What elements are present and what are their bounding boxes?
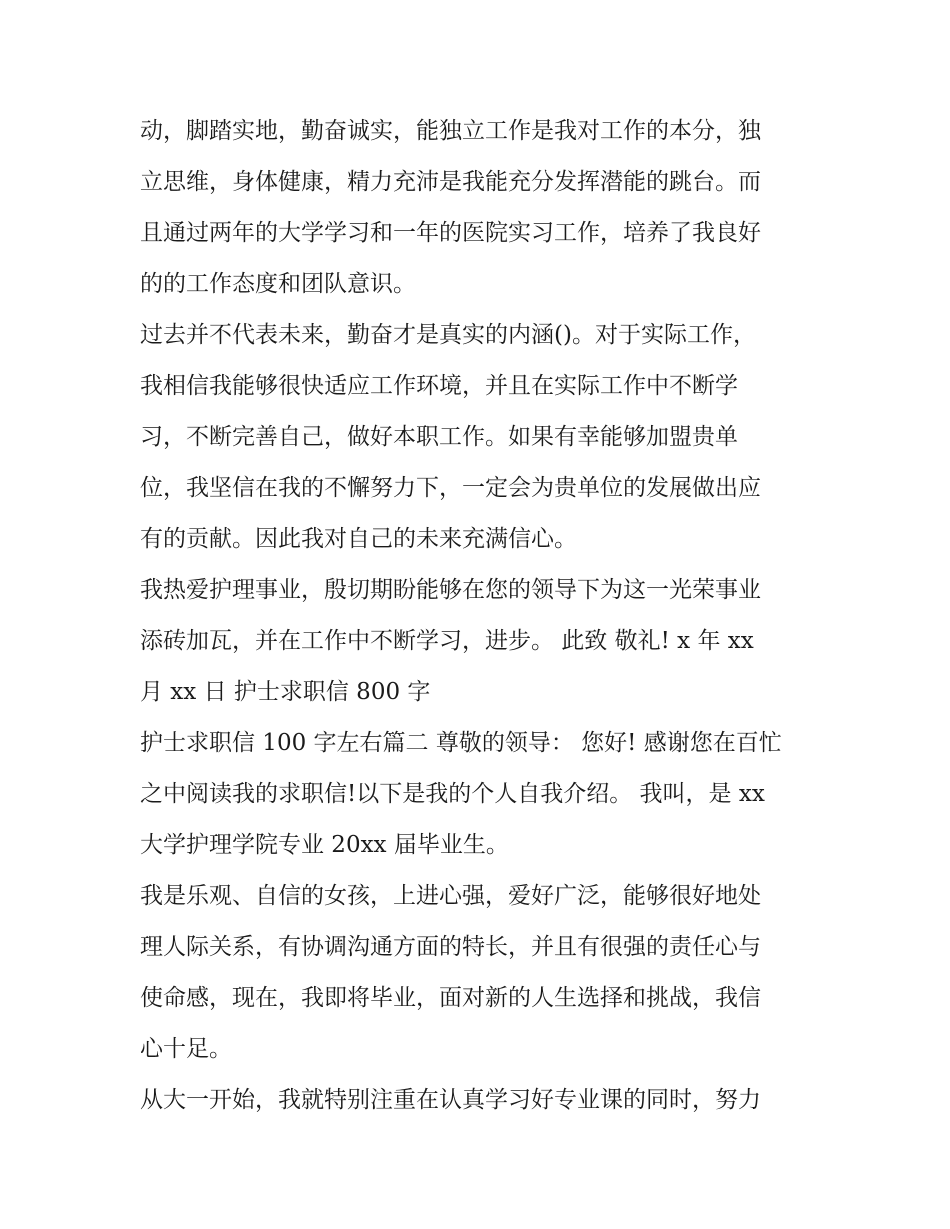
text-line: 理人际关系，有协调沟通方面的特长，并且有很强的责任心与 xyxy=(140,934,761,960)
text-line: 心十足。 xyxy=(140,1036,232,1062)
text-line: 立思维，身体健康，精力充沛是我能充分发挥潜能的跳台。而 xyxy=(140,169,761,195)
text-line: 使命感，现在，我即将毕业，面对新的人生选择和挑战，我信 xyxy=(140,985,761,1011)
text-line: 习，不断完善自己，做好本职工作。如果有幸能够加盟贵单 xyxy=(140,424,738,450)
text-line: 位，我坚信在我的不懈努力下，一定会为贵单位的发展做出应 xyxy=(140,475,761,501)
text-line: 护士求职信 100 字左右篇二 尊敬的领导： 您好! 感谢您在百忙 xyxy=(140,730,782,756)
text-line: 我相信我能够很快适应工作环境，并且在实际工作中不断学 xyxy=(140,373,738,399)
text-line: 且通过两年的大学学习和一年的医院实习工作，培养了我良好 xyxy=(140,220,761,246)
text-line: 动，脚踏实地，勤奋诚实，能独立工作是我对工作的本分，独 xyxy=(140,118,761,144)
text-line: 的的工作态度和团队意识。 xyxy=(140,271,416,297)
text-line: 有的贡献。因此我对自己的未来充满信心。 xyxy=(140,526,577,552)
text-line: 月 xx 日 护士求职信 800 字 xyxy=(140,679,431,705)
text-line: 之中阅读我的求职信!以下是我的个人自我介绍。 我叫，是 xx xyxy=(140,781,765,807)
text-line: 我热爱护理事业，殷切期盼能够在您的领导下为这一光荣事业 xyxy=(140,577,761,603)
text-line: 大学护理学院专业 20xx 届毕业生。 xyxy=(140,832,509,858)
text-line: 添砖加瓦，并在工作中不断学习，进步。 此致 敬礼! x 年 xx xyxy=(140,628,754,654)
text-line: 过去并不代表未来，勤奋才是真实的内涵()。对于实际工作， xyxy=(140,322,756,348)
text-line: 从大一开始，我就特别注重在认真学习好专业课的同时，努力 xyxy=(140,1087,761,1113)
text-line: 我是乐观、自信的女孩，上进心强，爱好广泛，能够很好地处 xyxy=(140,883,761,909)
body-text xyxy=(140,106,820,1126)
